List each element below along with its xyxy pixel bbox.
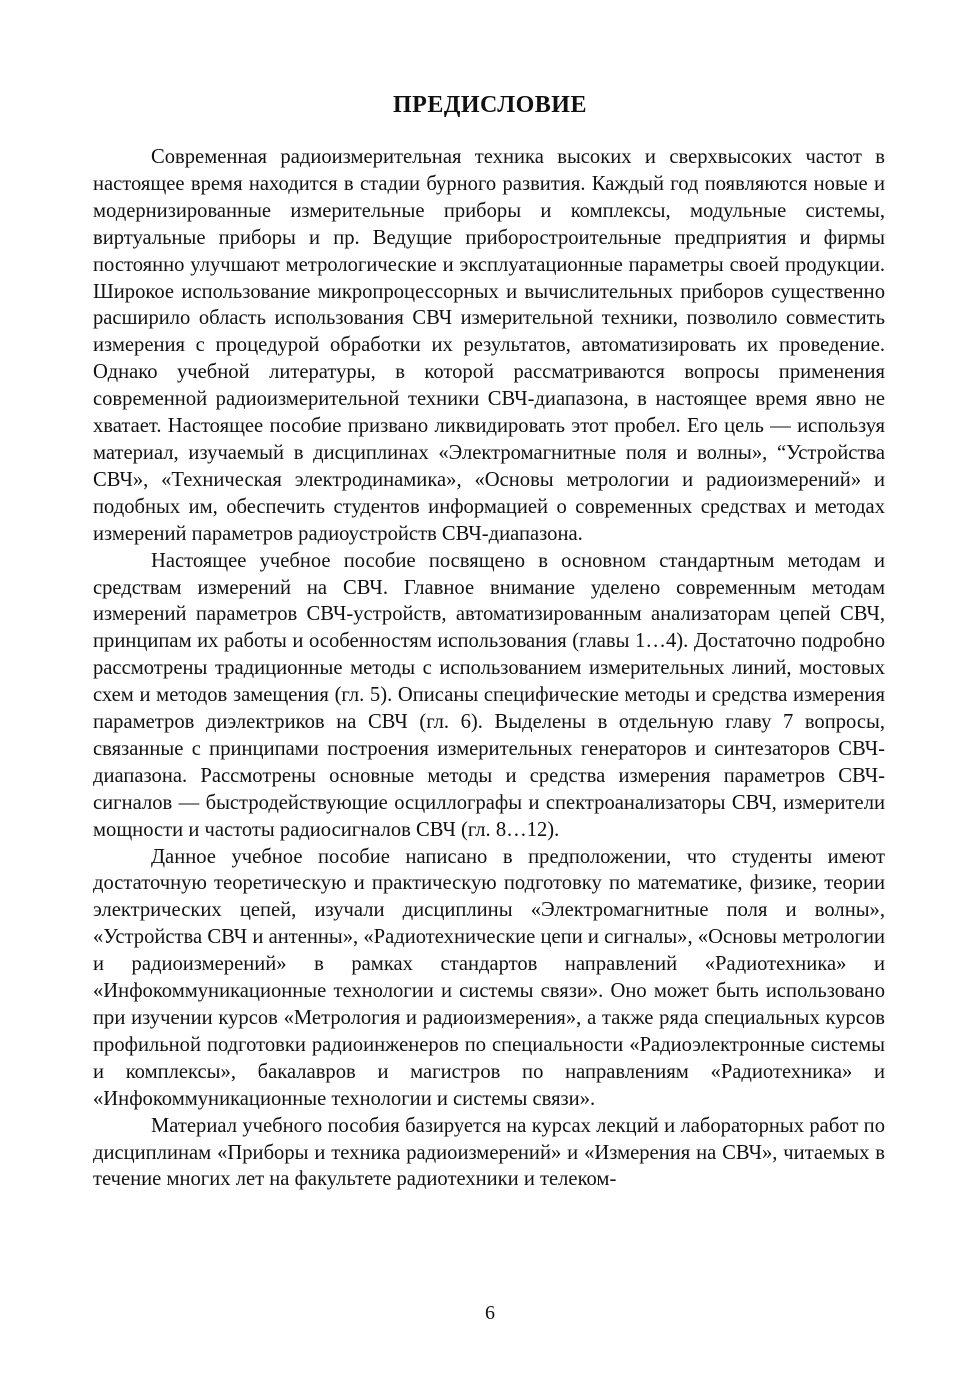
text-body	[93, 144, 885, 1193]
paragraph-1: Современная радиоизмерительная техника высоких и сверхвысоких частот в настоящее время находится в стадии бурного развития. Каждый год появляются новые и модернизированные измерительные приборы и комплексы, модульные системы, виртуальные приборы и пр. Ведущие приборостроительные предприятия и фирмы постоянно улучшают метрологические и эксплуатационные параметры своей продукции. Широкое использование микропроцессорных и вычислительных приборов существенно расширило область использования СВЧ измерительной техники, позволило совместить измерения с процедурой обработки их результатов, автоматизировать их проведение. Однако учебной литературы, в которой рассматриваются вопросы применения современной радиоизмерительной техники СВЧ-диапазона, в настоящее время явно не хватает. Настоящее пособие призвано ликвидировать этот пробел. Его цель — используя материал, изучаемый в дисциплинах «Электромагнитные поля и волны», “Устройства СВЧ», «Техническая электродинамика», «Основы метрологии и радиоизмерений» и подобных им, обеспечить студентов информацией о современных средствах и методах измерений параметров радиоустройств СВЧ-диапазона.	[93, 146, 885, 545]
page-title: ПРЕДИСЛОВИЕ	[393, 92, 587, 118]
paragraph-4: Материал учебного пособия базируется на курсах лекций и лабораторных работ по дисциплинам «Приборы и техника радиоизмерений» и «Измерения на СВЧ», читаемых в течение многих лет на факультете радиотехники и телеком-	[93, 1114, 885, 1191]
paragraph-3: Данное учебное пособие написано в предположении, что студенты имеют достаточную теоретическую и практическую подготовку по математике, физике, теории электрических цепей, изучали дисциплины «Электромагнитные поля и волны», «Устройства СВЧ и антенны», «Радиотехнические цепи и сигналы», «Основы метрологии и радиоизмерений» в рамках стандартов направлений «Радиотехника» и «Инфокоммуникационные технологии и системы связи». Оно может быть использовано при изучении курсов «Метрология и радиоизмерения», а также ряда специальных курсов профильной подготовки радиоинженеров по специальности «Радиоэлектронные системы и комплексы», бакалавров и магистров по направлениям «Радиотехника» и «Инфокоммуникационные технологии и системы связи».	[93, 845, 885, 1110]
paragraph-2: Настоящее учебное пособие посвящено в основном стандартным методам и средствам измерений на СВЧ. Главное внимание уделено современным методам измерений параметров СВЧ-устройств, автоматизированным анализаторам цепей СВЧ, принципам их работы и особенностям использования (главы 1…4). Достаточно подробно рассмотрены традиционные методы с использованием измерительных линий, мостовых схем и методов замещения (гл. 5). Описаны специфические методы и средства измерения параметров диэлектриков на СВЧ (гл. 6). Выделены в отдельную главу 7 вопросы, связанные с принципами построения измерительных генераторов и синтезаторов СВЧ-диапазона. Рассмотрены основные методы и средства измерения параметров СВЧ-сигналов — быстродействующие осциллографы и спектроанализаторы СВЧ, измерители мощности и частоты радиосигналов СВЧ (гл. 8…12).	[93, 549, 885, 841]
page-number: 6	[485, 1302, 495, 1324]
